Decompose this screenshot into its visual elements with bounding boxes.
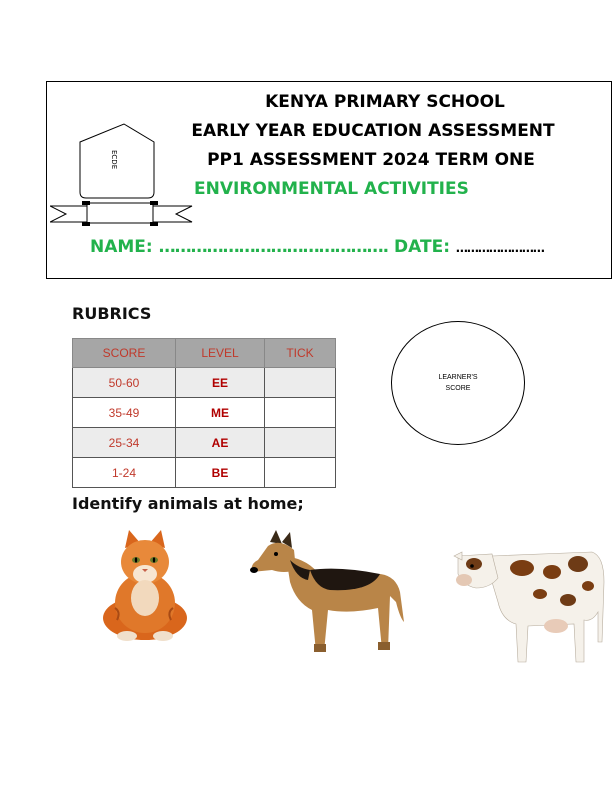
ecde-badge-logo [50,122,196,230]
tick-cell[interactable] [265,458,336,488]
table-row [73,428,336,458]
score-cell: 1-24 [73,458,176,488]
name-date-row [90,237,544,257]
score-cell: 50-60 [73,368,176,398]
score-cell: 25-34 [73,428,176,458]
level-cell: EE [176,368,265,398]
name-field[interactable]: ……………………………………. [158,237,389,257]
col-level: LEVEL [176,339,265,368]
dog-image [250,530,405,660]
subject-title: ENVIRONMENTAL ACTIVITIES [194,179,469,199]
rubrics-heading: RUBRICS [72,304,152,323]
cow-image [452,542,610,664]
question-instruction: Identify animals at home; [72,494,304,513]
level-cell: AE [176,428,265,458]
col-tick: TICK [265,339,336,368]
level-cell: ME [176,398,265,428]
col-score: SCORE [73,339,176,368]
badge-text: ECDE [110,150,118,170]
learner-score-circle[interactable] [391,321,525,445]
table-row [73,458,336,488]
cat-image [95,528,195,643]
school-title: KENYA PRIMARY SCHOOL [265,92,505,112]
name-label: NAME: [90,237,153,257]
rubric-header-row [73,339,336,368]
date-field[interactable]: …………………… [455,241,544,255]
tick-cell[interactable] [265,368,336,398]
date-label: DATE: [394,237,450,257]
level-cell: BE [176,458,265,488]
learner-score-label-2: SCORE [445,385,471,392]
tick-cell[interactable] [265,398,336,428]
assessment-title: EARLY YEAR EDUCATION ASSESSMENT [191,121,555,141]
learner-score-label-1: LEARNER'S [438,374,478,381]
score-cell: 35-49 [73,398,176,428]
rubric-table [72,338,336,488]
table-row [73,368,336,398]
term-title: PP1 ASSESSMENT 2024 TERM ONE [207,150,535,170]
table-row [73,398,336,428]
tick-cell[interactable] [265,428,336,458]
